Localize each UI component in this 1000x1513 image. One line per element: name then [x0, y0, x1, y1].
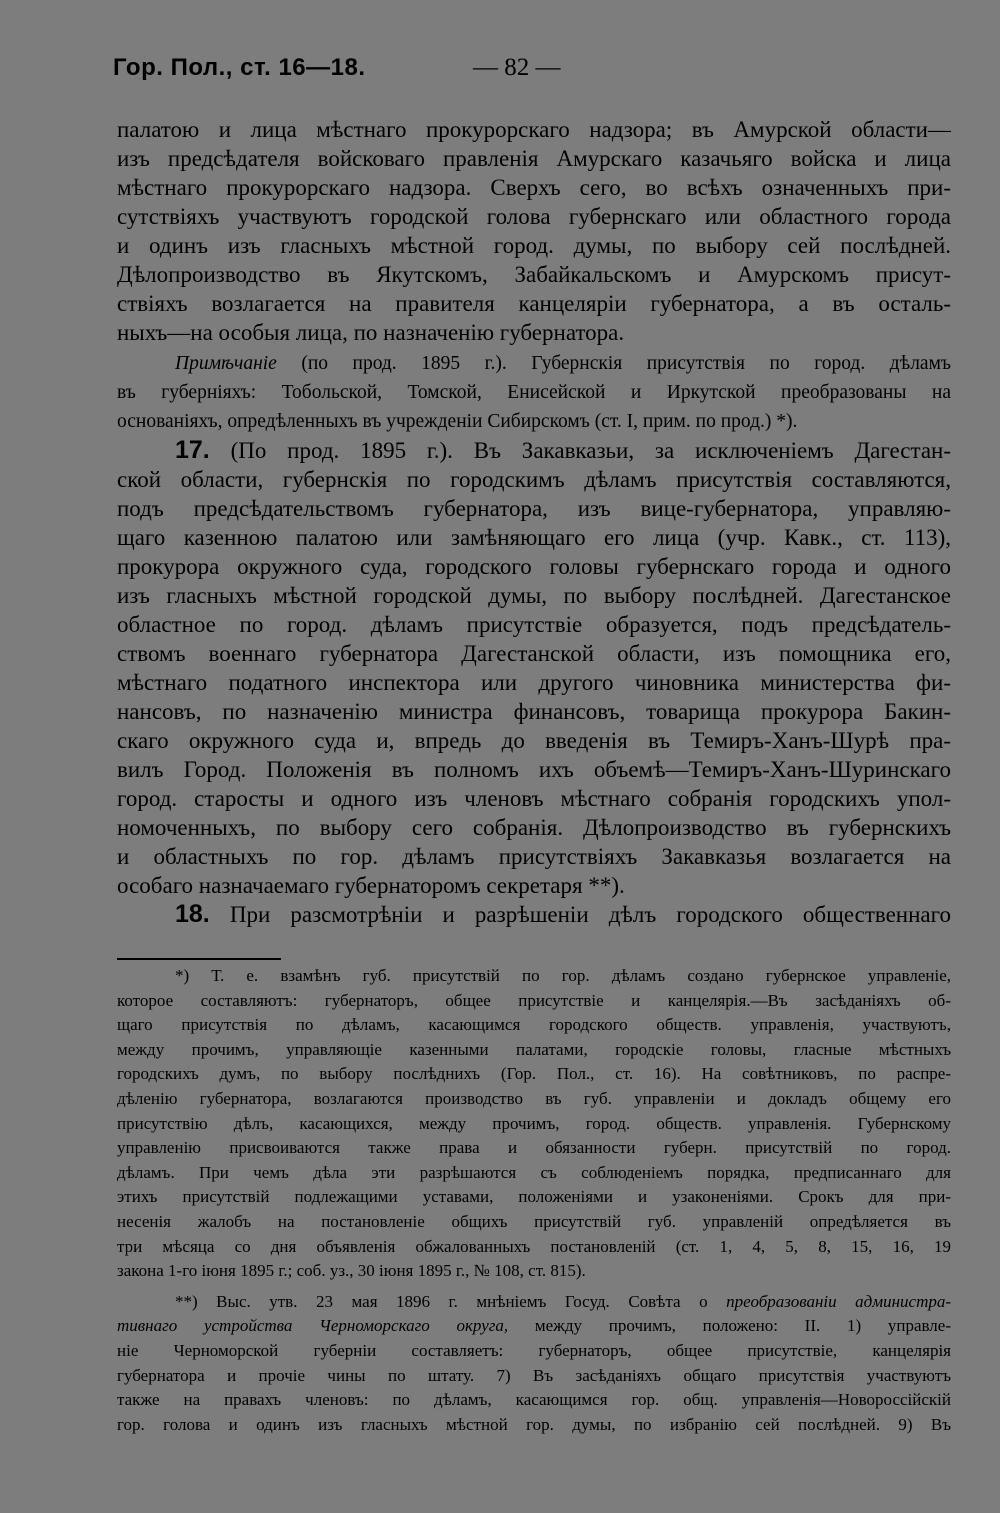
- footnote-line: также на правахъ членовъ: по дѣламъ, касающимся гор. общ. управленія—Новороссійскій: [117, 1390, 951, 1410]
- footnote-2-text: между прочимъ, положено: II. 1) управле-: [534, 1316, 951, 1336]
- footnote-1: [117, 964, 951, 1284]
- footnote-line: *) Т. е. взамѣнъ губ. присутствій по гор. дѣламъ создано губернское управленіе,: [175, 966, 951, 985]
- footnote-line: закона 1-го іюня 1895 г.; соб. уз., 30 іюня 1895 г., № 108, ст. 815).: [117, 1261, 586, 1281]
- page-number: — 82 —: [473, 54, 561, 81]
- footnote-2-second-line: [117, 1314, 951, 1339]
- note-label: Примѣчаніе: [175, 353, 277, 374]
- footnote-line: несенія жалобъ на постановленіе общихъ присутствій губ. управленій опредѣляется въ: [117, 1211, 951, 1231]
- footnote-line: которое составляютъ: губернаторъ, общее присутствіе и канцелярія.—Въ засѣданіяхъ об-: [117, 990, 951, 1010]
- note-first-line-text: (по прод. 1895 г.). Губернскія присутствія по город. дѣламъ: [301, 353, 951, 374]
- article-17: [117, 436, 951, 900]
- text-line: щаго казенною палатою или замѣняющаго его лица (учр. Кавк., ст. 113),: [117, 525, 951, 550]
- note-paragraph: [117, 349, 951, 436]
- footnote-line: дѣленію губернатора, возлагаются производство въ губ. управленіи и докладъ общему его: [117, 1088, 951, 1108]
- footnote-line: губернатора и прочіе чины по штату. 7) Въ засѣданіяхъ общаго присутствія участвуютъ: [117, 1365, 951, 1385]
- footnote-line: гор. голова и одинъ изъ гласныхъ мѣстной гор. думы, по избранію сей послѣдней. 9) Въ: [117, 1414, 951, 1434]
- article-17-first-line: [117, 436, 951, 465]
- text-line: мѣстнаго прокурорскаго надзора. Сверхъ сего, во всѣхъ означенныхъ при-: [117, 175, 951, 200]
- footnote-2-italic-title-cont: тивнаго устройства Черноморскаго округа,: [117, 1316, 509, 1336]
- text-line: скаго окружного суда и, впредь до введенія въ Темиръ-Ханъ-Шурѣ пра-: [117, 728, 951, 753]
- text-line: нансовъ, по назначенію министра финансовъ, товарища прокурора Бакин-: [117, 699, 951, 724]
- footnote-2-first-line: [117, 1290, 951, 1315]
- text-line: изъ гласныхъ мѣстной городской думы, по выбору послѣдней. Дагестанское: [117, 583, 951, 608]
- note-first-line: [117, 349, 951, 378]
- article-17-first-line-text: (По прод. 1895 г.). Въ Закавказьи, за исключеніемъ Дагестан-: [230, 438, 951, 463]
- footnotes: [117, 964, 951, 1437]
- footnote-2-text: **) Выс. утв. 23 мая 1896 г. мнѣніемъ Госуд. Совѣта о: [175, 1291, 708, 1311]
- text-line: областное по город. дѣламъ присутствіе образуется, подъ предсѣдатель-: [117, 612, 951, 637]
- text-line: изъ предсѣдателя войсковаго правленія Амурскаго казачьяго войска и лица: [117, 146, 951, 171]
- text-line: и областныхъ по гор. дѣламъ присутствіяхъ Закавказья возлагается на: [117, 844, 951, 869]
- text-line: ской области, губернскія по городскимъ дѣламъ присутствія составляются,: [117, 467, 951, 492]
- text-line: особаго назначаемаго губернаторомъ секретаря **).: [117, 873, 625, 898]
- text-line: и одинъ изъ гласныхъ мѣстной город. думы, по выбору сей послѣдней.: [117, 233, 951, 258]
- text-line: ствіяхъ возлагается на правителя канцеляріи губернатора, а въ осталь-: [117, 291, 951, 316]
- article-number: 17.: [175, 436, 210, 464]
- text-line: сутствіяхъ участвуютъ городской голова губернскаго или областного города: [117, 204, 951, 229]
- text-line: номоченныхъ, по выбору сего собранія. Дѣлопроизводство въ губернскихъ: [117, 815, 951, 840]
- article-18-first-line: [117, 900, 951, 929]
- main-text: [117, 115, 951, 929]
- running-header: [113, 54, 953, 90]
- text-line: Дѣлопроизводство въ Якутскомъ, Забайкальскомъ и Амурскомъ присут-: [117, 262, 951, 287]
- note-line: въ губерніяхъ: Тобольской, Томской, Енисейской и Иркутской преобразованы на: [117, 382, 951, 403]
- text-line: подъ предсѣдательствомъ губернатора, изъ вице-губернатора, управляю-: [117, 496, 951, 521]
- note-line: основаніяхъ, опредѣленныхъ въ учрежденіи Сибирскомъ (ст. I, прим. по прод.) *).: [117, 411, 798, 432]
- footnote-line: ніе Черноморской губерніи составляетъ: губернаторъ, общее присутствіе, канцелярія: [117, 1340, 951, 1360]
- text-line: мѣстнаго податного инспектора или другого чиновника министерства фи-: [117, 670, 951, 695]
- header-section-reference: Гор. Пол., ст. 16—18.: [113, 54, 366, 81]
- footnote-line: городскихъ думъ, по выбору послѣднихъ (Гор. Пол., ст. 16). На совѣтниковъ, по распре-: [117, 1064, 951, 1084]
- footnote-line: между прочимъ, управляющіе казенными палатами, городскіе головы, гласные мѣстныхъ: [117, 1039, 951, 1059]
- footnote-line: щаго присутствія по дѣламъ, касающимся городского обществ. управленія, участвуютъ,: [117, 1015, 951, 1035]
- footnote-line: три мѣсяца со дня объявленія обжалованныхъ постановленій (ст. 1, 4, 5, 8, 15, 16, 19: [117, 1236, 951, 1256]
- article-18-first-line-text: При разсмотрѣніи и разрѣшеніи дѣлъ городского общественнаго: [229, 902, 951, 927]
- text-line: ныхъ—на особыя лица, по назначенію губернатора.: [117, 320, 625, 345]
- article-number: 18.: [175, 900, 210, 928]
- text-line: город. старосты и одного изъ членовъ мѣстнаго собранія городскихъ упол-: [117, 786, 951, 811]
- text-line: вилъ Город. Положенія въ полномъ ихъ объемѣ—Темиръ-Ханъ-Шуринскаго: [117, 757, 951, 782]
- footnote-line: этихъ присутствій подлежащими уставами, положеніями и узаконеніями. Срокъ для при-: [117, 1187, 951, 1207]
- text-line: ствомъ военнаго губернатора Дагестанской области, изъ помощника его,: [117, 641, 951, 666]
- footnote-line: присутствію дѣлъ, касающихся, между прочимъ, город. обществ. управленія. Губернскому: [117, 1113, 951, 1133]
- paragraph-continuation: [117, 115, 951, 347]
- footnote-2: [117, 1290, 951, 1438]
- footnote-line: дѣламъ. При чемъ дѣла эти разрѣшаются съ соблюденіемъ порядка, предписаннаго для: [117, 1162, 951, 1182]
- footnote-line: управленію присвоиваются также права и обязанности губерн. присутствій по город.: [117, 1138, 951, 1158]
- footnote-2-italic-title: преобразованіи администра-: [726, 1291, 951, 1311]
- text-line: прокурора окружного суда, городского головы губернскаго города и одного: [117, 554, 951, 579]
- text-line: палатою и лица мѣстнаго прокурорскаго надзора; въ Амурской области—: [117, 117, 951, 142]
- footnote-divider: [117, 958, 281, 960]
- article-18: [117, 900, 951, 929]
